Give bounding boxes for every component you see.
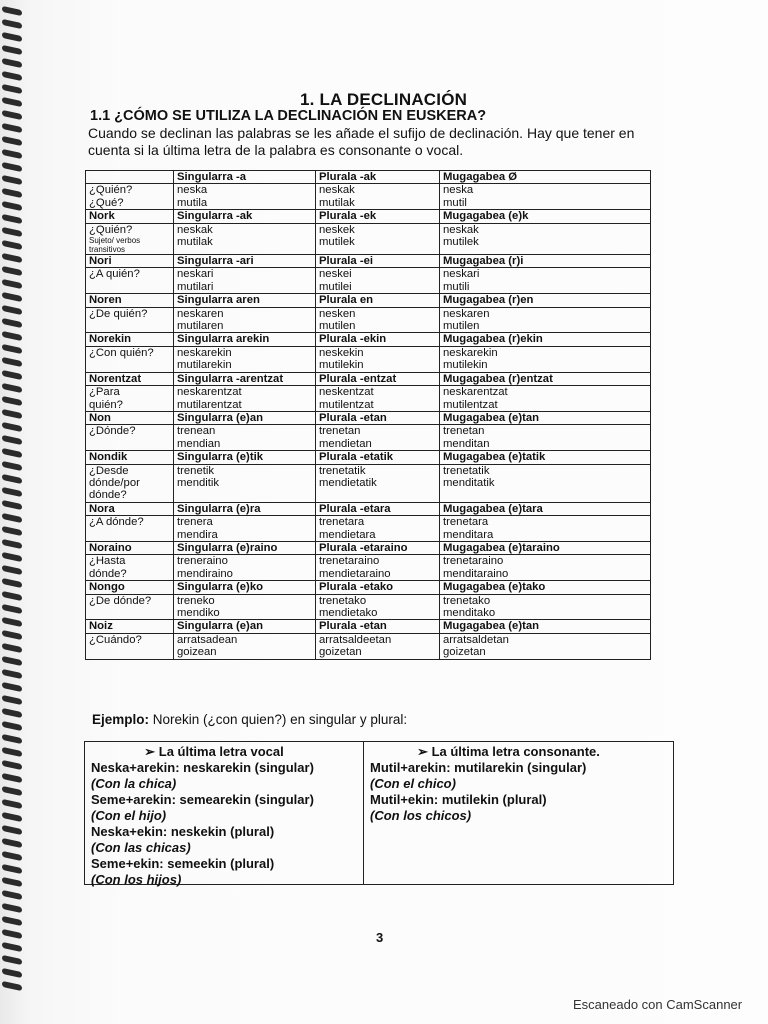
table-example-row — [86, 516, 651, 542]
word-form-cell: trenean mendian — [174, 425, 316, 451]
spiral-coil — [2, 84, 22, 94]
question-cell — [86, 268, 174, 294]
word-form-cell: nesken mutilen — [316, 307, 440, 333]
spiral-coil — [2, 344, 22, 354]
spiral-coil — [2, 565, 22, 575]
table-example-row — [86, 184, 651, 210]
spiral-coil — [2, 825, 22, 835]
word-form-cell: trenetara mendietara — [316, 516, 440, 542]
suffix-cell: Singularra (e)an — [174, 411, 316, 424]
spiral-coil — [2, 357, 22, 367]
case-name-cell: Nora — [86, 502, 174, 515]
spiral-coil — [2, 682, 22, 692]
spiral-coil — [2, 981, 22, 991]
question-cell — [86, 184, 174, 210]
example-box — [84, 741, 674, 885]
spiral-coil — [2, 708, 22, 718]
case-name-cell: Nongo — [86, 581, 174, 594]
word-form-cell: trenetaraino menditaraino — [440, 555, 651, 581]
suffix-cell: Singularra -ari — [174, 255, 316, 268]
table-case-row — [86, 372, 651, 385]
suffix-cell: Singularra -ak — [174, 210, 316, 223]
suffix-cell: Singularra arekin — [174, 333, 316, 346]
spiral-coil — [2, 6, 22, 16]
table-example-row — [86, 346, 651, 372]
table-example-row — [86, 464, 651, 502]
word-form-cell: neskei mutilei — [316, 268, 440, 294]
suffix-cell: Plurala -etatik — [316, 451, 440, 464]
spiral-coil — [2, 760, 22, 770]
word-form-cell: trenetaraino mendietaraino — [316, 555, 440, 581]
spiral-coil — [2, 916, 22, 926]
spiral-coil — [2, 890, 22, 900]
suffix-cell: Mugagabea (e)tatik — [440, 451, 651, 464]
spiral-coil — [2, 123, 22, 133]
spiral-coil — [2, 721, 22, 731]
example-formula: Neska+ekin: neskekin (plural) — [91, 824, 275, 839]
word-form-cell: trenetako mendietako — [316, 594, 440, 620]
question-cell — [86, 386, 174, 412]
case-name-cell: Nori — [86, 255, 174, 268]
suffix-cell: Plurala -etan — [316, 620, 440, 633]
word-form-cell: neska mutila — [174, 184, 316, 210]
suffix-cell: Singularra (e)tik — [174, 451, 316, 464]
word-form-cell: neskek mutilek — [316, 223, 440, 254]
example-formula: Seme+arekin: semearekin (singular) — [91, 792, 314, 807]
word-form-cell: treneko mendiko — [174, 594, 316, 620]
example-translation: (Con los hijos) — [91, 872, 182, 887]
spiral-coil — [2, 162, 22, 172]
word-form-cell: neskarentzat mutilentzat — [440, 386, 651, 412]
table-case-row — [86, 294, 651, 307]
question-cell — [86, 633, 174, 659]
suffix-cell: Mugagabea Ø — [440, 171, 651, 184]
spiral-coil — [2, 45, 22, 55]
spiral-coil — [2, 877, 22, 887]
spiral-coil — [2, 97, 22, 107]
spiral-coil — [2, 799, 22, 809]
case-name-cell: Noraino — [86, 541, 174, 554]
suffix-cell: Plurala -etan — [316, 411, 440, 424]
table-example-row — [86, 594, 651, 620]
spiral-coil — [2, 110, 22, 120]
spiral-coil — [2, 58, 22, 68]
question-text: ¿Con quién? — [89, 346, 154, 359]
spiral-coil — [2, 422, 22, 432]
spiral-coil — [2, 955, 22, 965]
suffix-cell: Plurala -etaraino — [316, 541, 440, 554]
spiral-coil — [2, 643, 22, 653]
spiral-coil — [2, 383, 22, 393]
suffix-cell: Mugagabea (r)i — [440, 255, 651, 268]
suffix-cell: Singularra (e)an — [174, 620, 316, 633]
spiral-coil — [2, 214, 22, 224]
word-form-cell: neskaren mutilaren — [174, 307, 316, 333]
spiral-coil — [2, 539, 22, 549]
question-cell — [86, 307, 174, 333]
spiral-coil — [2, 786, 22, 796]
suffix-cell: Plurala -ei — [316, 255, 440, 268]
question-cell — [86, 223, 174, 254]
word-form-cell: trenera mendira — [174, 516, 316, 542]
suffix-cell: Mugagabea (e)tan — [440, 620, 651, 633]
question-text: ¿A quién? — [89, 268, 140, 281]
spiral-coil — [2, 461, 22, 471]
spiral-coil — [2, 149, 22, 159]
table-case-row — [86, 171, 651, 184]
spiral-coil — [2, 71, 22, 81]
question-cell — [86, 425, 174, 451]
spiral-coil — [2, 253, 22, 263]
question-cell — [86, 346, 174, 372]
case-name-cell: Noren — [86, 294, 174, 307]
example-translation: (Con los chicos) — [370, 808, 472, 823]
spiral-coil — [2, 409, 22, 419]
spiral-coil — [2, 188, 22, 198]
case-name-cell: Nork — [86, 210, 174, 223]
example-translation: (Con el hijo) — [91, 808, 167, 823]
suffix-cell: Mugagabea (e)k — [440, 210, 651, 223]
suffix-cell: Plurala -etara — [316, 502, 440, 515]
question-text: ¿Cuándo? — [89, 633, 142, 646]
page-number: 3 — [376, 930, 384, 945]
suffix-cell: Mugagabea (e)taraino — [440, 541, 651, 554]
word-form-cell: neskarentzat mutilarentzat — [174, 386, 316, 412]
question-text: ¿Para quién? — [89, 386, 123, 411]
example-formula: Neska+arekin: neskarekin (singular) — [91, 760, 314, 775]
word-form-cell: trenetara menditara — [440, 516, 651, 542]
spiral-coil — [2, 968, 22, 978]
table-example-row — [86, 386, 651, 412]
spiral-coil — [2, 669, 22, 679]
word-form-cell: trenetik menditik — [174, 464, 316, 502]
table-case-row — [86, 451, 651, 464]
question-text: ¿Hasta dónde? — [89, 555, 127, 580]
example-translation: (Con las chicas) — [91, 840, 191, 855]
table-case-row — [86, 581, 651, 594]
suffix-cell: Plurala -ek — [316, 210, 440, 223]
word-form-cell: neskak mutilak — [174, 223, 316, 254]
page-title: 1. LA DECLINACIÓN — [300, 90, 468, 109]
spiral-coil — [2, 838, 22, 848]
example-vowel-heading: ➢ La última letra vocal — [144, 744, 284, 759]
spiral-coil — [2, 266, 22, 276]
spiral-coil — [2, 331, 22, 341]
question-cell — [86, 516, 174, 542]
example-formula: Seme+ekin: semeekin (plural) — [91, 856, 275, 871]
case-name-cell: Non — [86, 411, 174, 424]
spiral-coil — [2, 487, 22, 497]
table-example-row — [86, 633, 651, 659]
word-form-cell: trenetatik mendietatik — [316, 464, 440, 502]
spiral-coil — [2, 175, 22, 185]
table-case-row — [86, 541, 651, 554]
question-text: ¿De quién? — [89, 307, 148, 320]
table-example-row — [86, 425, 651, 451]
table-case-row — [86, 210, 651, 223]
spiral-coil — [2, 435, 22, 445]
spiral-coil — [2, 396, 22, 406]
spiral-coil — [2, 305, 22, 315]
word-form-cell: arratsaldeetan goizetan — [316, 633, 440, 659]
spiral-coil — [2, 864, 22, 874]
suffix-cell: Singularra (e)ko — [174, 581, 316, 594]
spiral-coil — [2, 812, 22, 822]
spiral-coil — [2, 370, 22, 380]
table-case-row — [86, 502, 651, 515]
word-form-cell: treneraino mendiraino — [174, 555, 316, 581]
table-case-row — [86, 411, 651, 424]
example-text: Norekin (¿con quien?) en singular y plural: — [149, 712, 408, 727]
declension-table — [85, 170, 651, 660]
suffix-cell: Singularra -a — [174, 171, 316, 184]
camscanner-watermark: Escaneado con CamScanner — [573, 997, 743, 1012]
spiral-coil — [2, 32, 22, 42]
table-example-row — [86, 555, 651, 581]
question-text: ¿De dónde? — [89, 594, 152, 607]
suffix-cell: Singularra (e)ra — [174, 502, 316, 515]
word-form-cell: neskekin mutilekin — [316, 346, 440, 372]
question-cell — [86, 555, 174, 581]
word-form-cell: neskarekin mutilekin — [440, 346, 651, 372]
question-cell — [86, 464, 174, 502]
suffix-cell: Plurala -etako — [316, 581, 440, 594]
spiral-coil — [2, 292, 22, 302]
case-name-cell: Nondik — [86, 451, 174, 464]
table-example-row — [86, 223, 651, 254]
question-text: ¿Quién? ¿Qué? — [89, 184, 133, 209]
spiral-coil — [2, 552, 22, 562]
suffix-cell: Plurala -ekin — [316, 333, 440, 346]
word-form-cell: arratsaldetan goizetan — [440, 633, 651, 659]
spiral-coil — [2, 929, 22, 939]
word-form-cell: neskari mutili — [440, 268, 651, 294]
table-case-row — [86, 620, 651, 633]
spiral-coil — [2, 903, 22, 913]
word-form-cell: trenetan mendietan — [316, 425, 440, 451]
question-text: ¿Dónde? — [89, 425, 136, 438]
spiral-coil — [2, 604, 22, 614]
word-form-cell: neskak mutilak — [316, 184, 440, 210]
table-case-row — [86, 255, 651, 268]
spiral-coil — [2, 240, 22, 250]
spiral-coil — [2, 851, 22, 861]
case-name-cell — [86, 171, 174, 184]
spiral-coil — [2, 695, 22, 705]
spiral-coil — [2, 591, 22, 601]
suffix-cell: Plurala en — [316, 294, 440, 307]
suffix-cell: Plurala -ak — [316, 171, 440, 184]
table-example-row — [86, 307, 651, 333]
spiral-coil — [2, 734, 22, 744]
example-translation: (Con el chico) — [370, 776, 456, 791]
spiral-coil — [2, 526, 22, 536]
word-form-cell: trenetan menditan — [440, 425, 651, 451]
word-form-cell: arratsadean goizean — [174, 633, 316, 659]
spiral-coil — [2, 201, 22, 211]
spiral-coil — [2, 279, 22, 289]
spiral-coil — [2, 136, 22, 146]
spiral-coil — [2, 942, 22, 952]
case-name-cell: Norekin — [86, 333, 174, 346]
example-vowel-column — [85, 742, 364, 887]
table-case-row — [86, 333, 651, 346]
suffix-cell: Mugagabea (r)entzat — [440, 372, 651, 385]
case-name-cell: Noiz — [86, 620, 174, 633]
suffix-cell: Plurala -entzat — [316, 372, 440, 385]
question-note: Sujeto/ verbos transitivos — [89, 236, 141, 255]
spiral-coil — [2, 578, 22, 588]
spiral-coil — [2, 318, 22, 328]
word-form-cell: neska mutil — [440, 184, 651, 210]
example-consonant-column — [364, 742, 673, 884]
spiral-coil — [2, 474, 22, 484]
spiral-binding — [2, 0, 24, 1000]
intro-paragraph: Cuando se declinan las palabras se les añade el sufijo de declinación. Hay que tener en cuenta si la última letra de la palabra es consonante o vocal. — [88, 125, 635, 158]
spiral-coil — [2, 513, 22, 523]
spiral-coil — [2, 19, 22, 29]
question-text: ¿Desde dónde/por dónde? — [89, 464, 140, 502]
section-subtitle: 1.1 ¿CÓMO SE UTILIZA LA DECLINACIÓN EN EUSKERA? — [90, 108, 487, 124]
example-vowel-lines — [91, 760, 357, 888]
suffix-cell: Mugagabea (r)en — [440, 294, 651, 307]
suffix-cell: Mugagabea (e)tara — [440, 502, 651, 515]
example-formula: Mutil+ekin: mutilekin (plural) — [370, 792, 547, 807]
word-form-cell: neskaren mutilen — [440, 307, 651, 333]
suffix-cell: Singularra (e)raino — [174, 541, 316, 554]
word-form-cell: trenetako menditako — [440, 594, 651, 620]
question-cell — [86, 594, 174, 620]
word-form-cell: neskentzat mutilentzat — [316, 386, 440, 412]
word-form-cell: neskak mutilek — [440, 223, 651, 254]
spiral-coil — [2, 500, 22, 510]
suffix-cell: Mugagabea (e)tan — [440, 411, 651, 424]
example-consonant-heading: ➢ La última letra consonante. — [417, 744, 600, 759]
example-translation: (Con la chica) — [91, 776, 177, 791]
suffix-cell: Mugagabea (e)tako — [440, 581, 651, 594]
example-heading — [92, 712, 407, 727]
suffix-cell: Mugagabea (r)ekin — [440, 333, 651, 346]
spiral-coil — [2, 656, 22, 666]
spiral-coil — [2, 227, 22, 237]
word-form-cell: trenetatik menditatik — [440, 464, 651, 502]
suffix-cell: Singularra -arentzat — [174, 372, 316, 385]
word-form-cell: neskarekin mutilarekin — [174, 346, 316, 372]
suffix-cell: Singularra aren — [174, 294, 316, 307]
case-name-cell: Norentzat — [86, 372, 174, 385]
example-consonant-lines — [370, 760, 667, 824]
spiral-coil — [2, 747, 22, 757]
example-label: Ejemplo: — [92, 712, 150, 727]
example-formula: Mutil+arekin: mutilarekin (singular) — [370, 760, 587, 775]
spiral-coil — [2, 448, 22, 458]
table-example-row — [86, 268, 651, 294]
word-form-cell: neskari mutilari — [174, 268, 316, 294]
spiral-coil — [2, 617, 22, 627]
question-text: ¿A dónde? — [89, 516, 144, 529]
question-text: ¿Quién? — [89, 223, 133, 236]
spiral-coil — [2, 773, 22, 783]
spiral-coil — [2, 630, 22, 640]
